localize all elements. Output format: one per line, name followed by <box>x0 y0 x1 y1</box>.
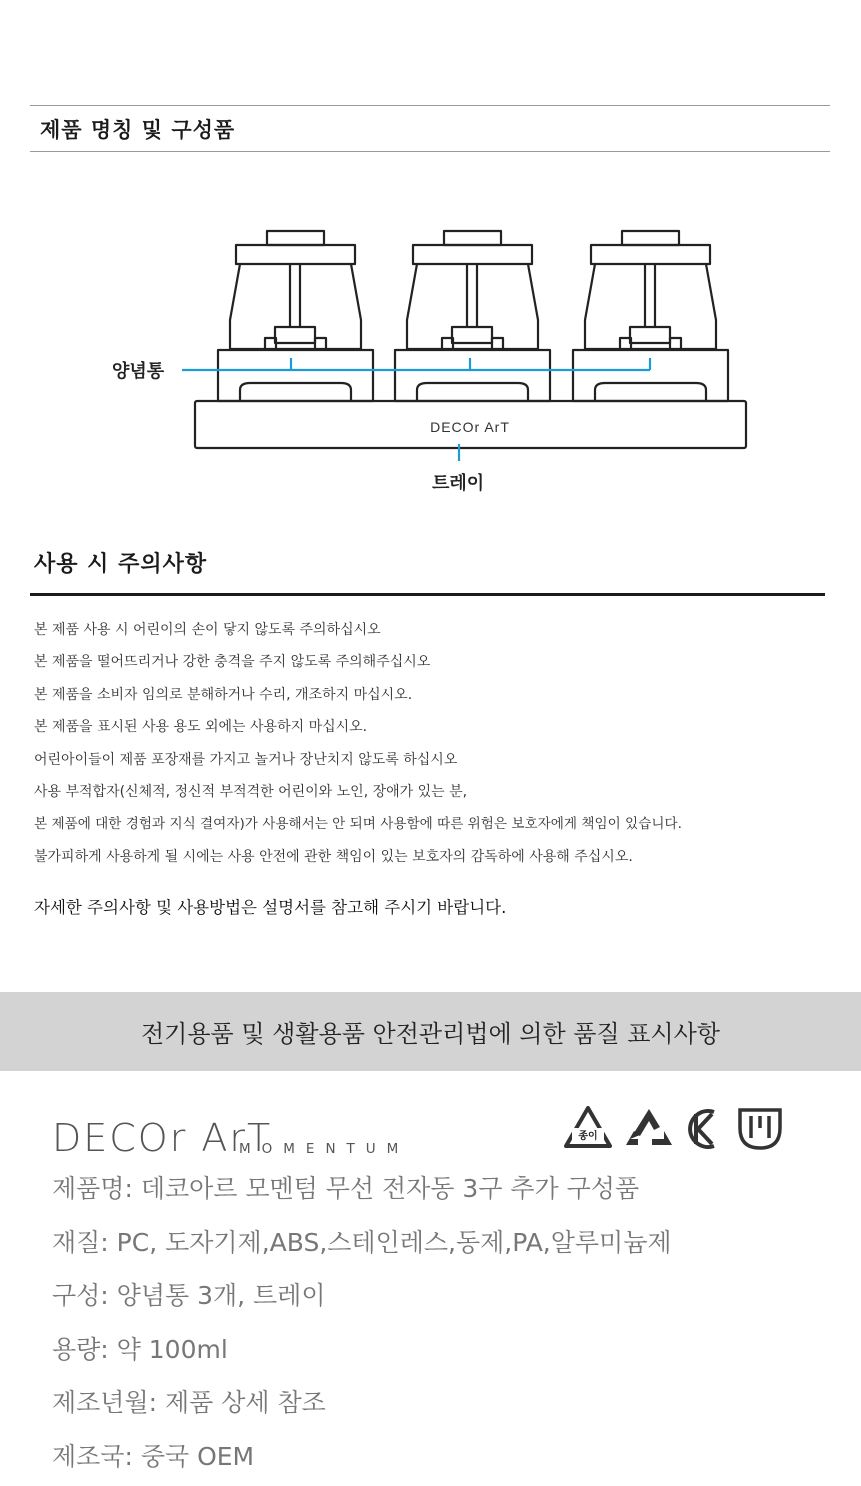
container-3 <box>573 231 728 401</box>
container-2 <box>395 231 550 401</box>
list-item: 본 제품을 소비자 임의로 분해하거나 수리, 개조하지 마십시오. <box>34 686 413 703</box>
list-item: 어린아이들이 제품 포장재를 가지고 놀거나 장난치지 않도록 하십시오 <box>34 751 458 768</box>
product-illustration <box>0 200 861 500</box>
quality-label-banner <box>0 992 861 1071</box>
container-1 <box>218 231 373 401</box>
list-item: 사용 부적합자(신체적, 정신적 부적격한 어린이와 노인, 장애가 있는 분, <box>34 783 468 800</box>
certification-marks <box>564 1104 784 1154</box>
info-item-components: 구성: 양념통 3개, 트레이 <box>52 1281 326 1311</box>
svg-text:종이: 종이 <box>578 1131 598 1142</box>
list-item: 본 제품 사용 시 어린이의 손이 닿지 않도록 주의하십시오 <box>34 622 381 638</box>
info-item-material: 재질: PC, 도자기제,ABS,스테인레스,동제,PA,알루미늄제 <box>52 1227 672 1257</box>
tray-brand-text: DECOr ArT <box>430 419 510 435</box>
section-title-components: 제품 명칭 및 구성품 <box>40 118 236 142</box>
callout-label-container: 양념통 <box>112 361 165 382</box>
top-divider <box>30 105 830 106</box>
list-item: 본 제품에 대한 경험과 지식 결여자)가 사용해서는 안 되며 사용함에 따른 위험은 보호자에게 책임이 있습니다. <box>34 816 682 833</box>
product-info-list <box>52 1164 672 1486</box>
caution-list <box>34 618 682 877</box>
callout-label-tray: 트레이 <box>432 473 485 494</box>
list-item: 본 제품을 표시된 사용 용도 외에는 사용하지 마십시오. <box>34 719 368 736</box>
product-diagram <box>0 200 861 500</box>
recycle-icon <box>626 1109 672 1145</box>
info-item-country: 제조국: 중국 OEM <box>52 1441 255 1471</box>
brand-subname: MOMENTUM <box>239 1141 410 1157</box>
info-item-manufacture-date: 제조년월: 제품 상세 참조 <box>52 1388 326 1418</box>
title-divider <box>30 151 830 152</box>
brand-name: DECOr ArT <box>52 1116 273 1160</box>
banner-title: 전기용품 및 생활용품 안전관리법에 의한 품질 표시사항 <box>140 1020 720 1048</box>
info-item-capacity: 용량: 약 100ml <box>52 1334 228 1364</box>
food-safe-icon <box>740 1110 780 1148</box>
list-item: 불가피하게 사용하게 될 시에는 사용 안전에 관한 책임이 있는 보호자의 감독하에 사용해 주십시오. <box>34 848 633 865</box>
list-item: 본 제품을 떨어뜨리거나 강한 충격을 주지 않도록 주의해주십시오 <box>34 654 431 671</box>
info-item-product-name: 제품명: 데코아르 모멘텀 무선 전자동 3구 추가 구성품 <box>52 1174 640 1203</box>
kc-mark-icon <box>690 1111 714 1147</box>
manual-note: 자세한 주의사항 및 사용방법은 설명서를 참고해 주시기 바랍니다. <box>34 898 507 917</box>
section-title-cautions: 사용 시 주의사항 <box>34 552 208 577</box>
cautions-divider <box>30 593 825 596</box>
paper-recycle-icon <box>566 1108 610 1146</box>
